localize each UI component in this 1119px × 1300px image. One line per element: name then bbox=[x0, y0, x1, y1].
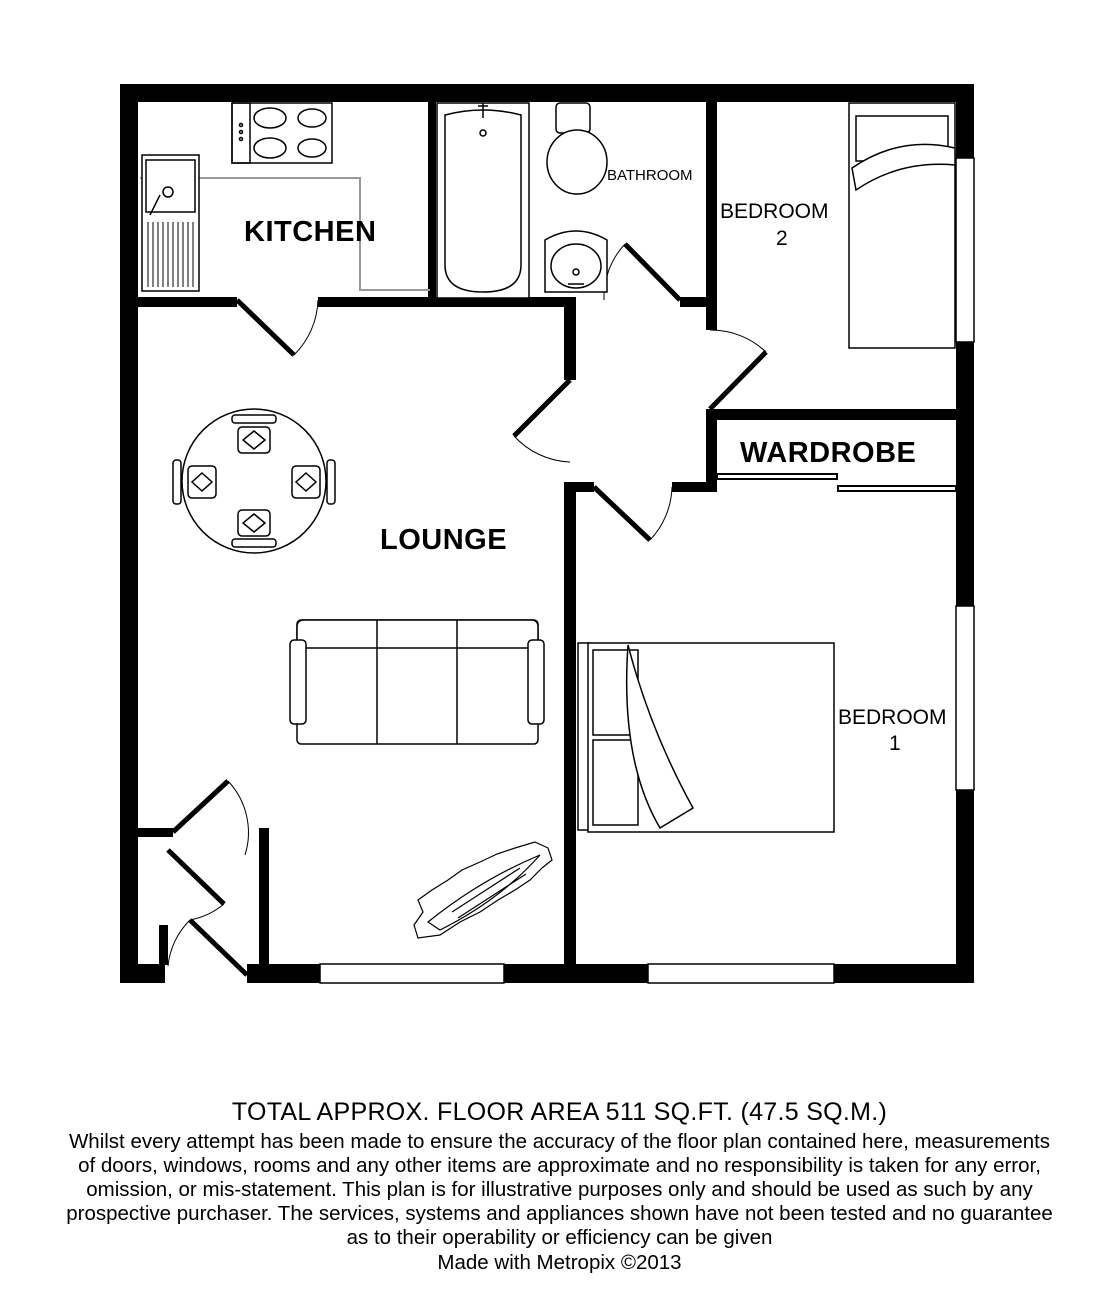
bathroom-fixtures bbox=[437, 103, 607, 298]
disclaimer-line: prospective purchaser. The services, systems and appliances shown have not been tested and no guarantee bbox=[66, 1202, 1053, 1225]
room-label-wardrobe: WARDROBE bbox=[740, 437, 917, 469]
window-lounge bbox=[320, 964, 504, 983]
rug-icon bbox=[414, 842, 552, 938]
disclaimer-line: omission, or mis-statement. This plan is for illustrative purposes only and should be used as such by any bbox=[86, 1178, 1033, 1201]
disclaimer-line: of doors, windows, rooms and any other items are approximate and no responsibility is taken for any error, bbox=[78, 1154, 1041, 1177]
room-label-bathroom: BATHROOM bbox=[607, 167, 693, 184]
window-bedroom-1-bottom bbox=[648, 964, 834, 983]
single-bed-icon bbox=[849, 103, 955, 348]
kitchen-sink-icon bbox=[142, 155, 199, 291]
credit: Made with Metropix ©2013 bbox=[437, 1251, 682, 1274]
toilet-icon bbox=[547, 103, 607, 194]
floor-plan-footer bbox=[0, 1094, 1119, 1276]
sofa-icon bbox=[290, 620, 544, 744]
dining-table-icon bbox=[173, 409, 335, 553]
room-label-kitchen: KITCHEN bbox=[244, 216, 377, 248]
double-bed-icon bbox=[578, 643, 834, 832]
room-label-bedroom-2: BEDROOM bbox=[720, 200, 829, 223]
total-floor-area: TOTAL APPROX. FLOOR AREA 511 SQ.FT. (47.5 SQ.M.) bbox=[231, 1098, 888, 1126]
doors bbox=[168, 244, 766, 975]
basin-icon bbox=[545, 231, 607, 292]
window-bedroom-2 bbox=[956, 158, 974, 342]
room-label-bedroom-1: BEDROOM bbox=[838, 706, 947, 729]
room-label-bedroom-1-number: 1 bbox=[889, 732, 901, 755]
room-label-bedroom-2-number: 2 bbox=[776, 227, 788, 250]
window-bedroom-1-side bbox=[956, 606, 974, 790]
disclaimer-line: as to their operability or efficiency can be given bbox=[346, 1226, 773, 1249]
disclaimer bbox=[0, 1130, 1119, 1250]
room-label-lounge: LOUNGE bbox=[380, 524, 508, 556]
disclaimer-line: Whilst every attempt has been made to ensure the accuracy of the floor plan contained here, measurements bbox=[68, 1130, 1051, 1153]
wardrobe-doors bbox=[717, 474, 956, 491]
kitchen-fixtures bbox=[140, 103, 430, 291]
